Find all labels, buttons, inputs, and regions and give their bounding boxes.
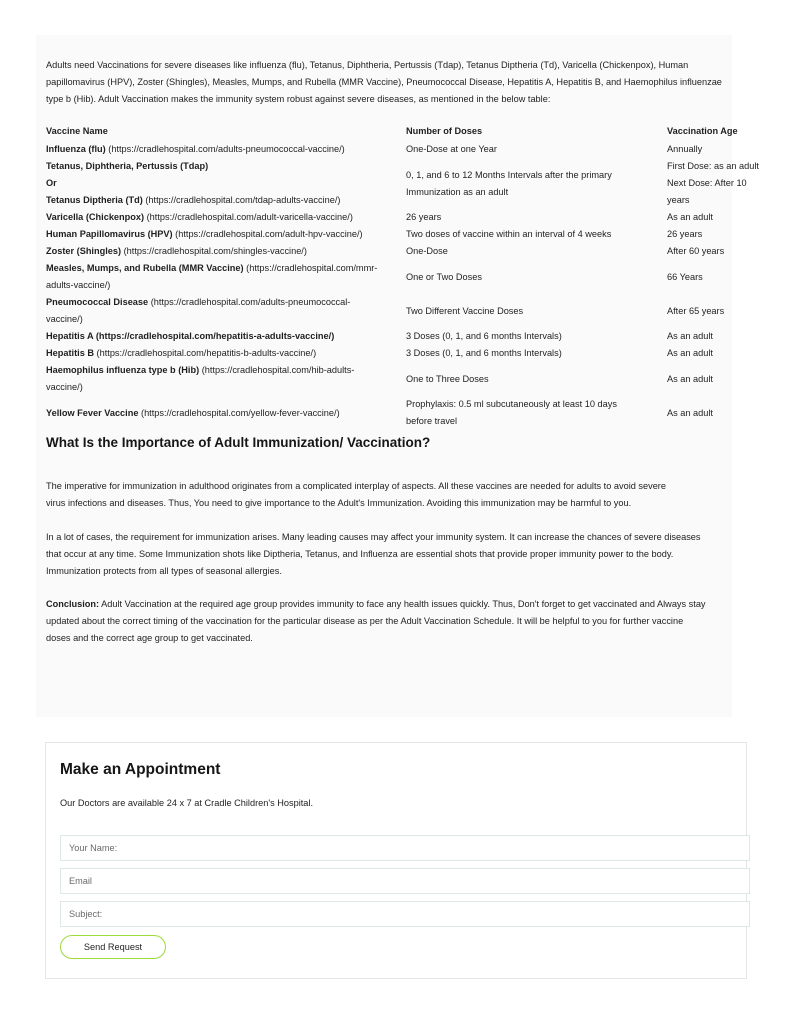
section-title: What Is the Importance of Adult Immunization/ Vaccination?	[46, 435, 431, 450]
vaccine-link-text: (https://cradlehospital.com/hepatitis-b-adults-vaccine/)	[94, 348, 317, 358]
vaccine-name-cell	[46, 141, 406, 158]
vaccine-link-text: (https://cradlehospital.com/hib-adults-	[199, 365, 355, 375]
conclusion-paragraph	[46, 596, 786, 647]
table-row	[46, 362, 806, 396]
header-vaccine-name: Vaccine Name	[46, 126, 108, 136]
table-row	[46, 141, 806, 158]
header-number-of-doses: Number of Doses	[406, 126, 483, 136]
doses-cell	[406, 269, 658, 286]
cell-line: 66 Years	[667, 271, 703, 282]
vaccine-link-text: (https://cradlehospital.com/mmr-	[243, 263, 378, 273]
intro-line: papillomavirus (HPV), Zoster (Shingles), Measles, Mumps, and Rubella (MMR Vaccine), Pneumococcal Disease, Hepatitis A, Hepatitis B, and Haemophilus influenzae	[46, 77, 722, 87]
vaccine-link-text: vaccine/)	[46, 314, 83, 324]
vaccine-link-text: adults-vaccine/)	[46, 280, 111, 290]
intro-line: type b (Hib). Adult Vaccination makes the immunity system robust against severe diseases, as mentioned in the below table:	[46, 94, 551, 104]
doses-cell	[406, 243, 658, 260]
appointment-title: Make an Appointment	[60, 761, 221, 778]
doses-cell	[406, 209, 658, 226]
vaccine-link-text: (https://cradlehospital.com/adults-pneumococcal-	[148, 297, 351, 307]
doses-cell	[406, 141, 658, 158]
age-cell	[667, 269, 807, 286]
paragraph-line: virus infections and diseases. Thus, You need to give importance to the Adult's Immunization. Avoiding this immunization may be harmful to you.	[46, 498, 632, 508]
paragraph-line: Adult Vaccination at the required age group provides immunity to face any health issues quickly. Thus, Don't forget to get vaccinated and Always stay	[99, 599, 706, 609]
cell-line: After 65 years	[667, 305, 725, 316]
age-cell	[667, 371, 807, 388]
appointment-form	[45, 742, 747, 979]
doses-cell	[406, 345, 658, 362]
vaccine-name: Human Papillomavirus (HPV)	[46, 229, 173, 239]
table-row	[46, 396, 806, 430]
age-cell	[667, 209, 807, 226]
header-vaccination-age: Vaccination Age	[667, 126, 738, 136]
cell-line: 26 years	[667, 229, 703, 239]
table-row	[46, 260, 806, 294]
importance-paragraph-2	[46, 529, 786, 580]
vaccine-name: Tetanus Diptheria (Td)	[46, 195, 143, 205]
table-row	[46, 345, 806, 362]
cell-line: Annually	[667, 144, 703, 154]
age-cell	[667, 303, 807, 320]
subject-input[interactable]	[60, 901, 750, 927]
vaccine-name: Or	[46, 178, 57, 188]
cell-line: One-Dose	[406, 246, 448, 256]
doses-cell	[406, 303, 658, 320]
doses-cell	[406, 328, 658, 345]
vaccine-name-cell	[46, 405, 406, 422]
cell-line: One to Three Doses	[406, 373, 489, 384]
name-input[interactable]	[60, 835, 750, 861]
cell-line: One or Two Doses	[406, 271, 482, 282]
cell-line: Prophylaxis: 0.5 ml subcutaneously at least 10 days	[406, 399, 617, 409]
vaccine-name-cell	[46, 362, 406, 396]
age-cell	[667, 243, 807, 260]
email-input[interactable]	[60, 868, 750, 894]
cell-line: First Dose: as an adult	[667, 161, 759, 171]
vaccine-name: Varicella (Chickenpox)	[46, 212, 145, 222]
doses-cell	[406, 371, 658, 388]
cell-line: One-Dose at one Year	[406, 144, 497, 154]
vaccine-name: Hepatitis A (https://cradlehospital.com/hepatitis-a-adults-vaccine/)	[46, 331, 335, 341]
cell-line: Immunization as an adult	[406, 186, 509, 197]
cell-line: 0, 1, and 6 to 12 Months Intervals after the primary	[406, 169, 612, 180]
table-row	[46, 158, 806, 209]
vaccine-name: Tetanus, Diphtheria, Pertussis (Tdap)	[46, 161, 209, 171]
paragraph-line: The imperative for immunization in adulthood originates from a complicated interplay of aspects. All these vaccines are needed for adults to avoid severe	[46, 481, 666, 491]
table-row	[46, 209, 806, 226]
cell-line: As an adult	[667, 331, 713, 341]
cell-line: Two doses of vaccine within an interval of 4 weeks	[406, 229, 612, 239]
age-cell	[667, 328, 807, 345]
paragraph-line: updated about the correct timing of the vaccination for the particular disease as per the Adult Vaccination Schedule. It will be helpful to you for further vaccine	[46, 616, 684, 626]
vaccine-name: Pneumococcal Disease	[46, 297, 149, 307]
vaccine-name: Influenza (flu)	[46, 144, 106, 154]
vaccine-link-text: (https://cradlehospital.com/shingles-vaccine/)	[121, 246, 307, 256]
vaccine-link-text: vaccine/)	[46, 382, 83, 392]
vaccine-name: Hepatitis B	[46, 348, 94, 358]
appointment-subtitle: Our Doctors are available 24 x 7 at Cradle Children's Hospital.	[60, 798, 313, 808]
age-cell	[667, 141, 807, 158]
doses-cell	[406, 167, 658, 201]
table-row	[46, 226, 806, 243]
vaccine-name-cell	[46, 158, 406, 209]
intro-paragraph	[46, 57, 786, 108]
paragraph-line: that occur at any time. Some Immunization shots like Diptheria, Tetanus, and Influenza are essential shots that provide proper immunity power to the body.	[46, 549, 674, 559]
vaccine-link-text: (https://cradlehospital.com/adult-varicella-vaccine/)	[144, 212, 353, 222]
vaccine-name-cell	[46, 328, 406, 345]
vaccine-name: Measles, Mumps, and Rubella (MMR Vaccine)	[46, 263, 244, 273]
paragraph-line: Immunization protects from all types of seasonal allergies.	[46, 566, 282, 576]
intro-line: Adults need Vaccinations for severe diseases like influenza (flu), Tetanus, Diphtheria, Pertussis (Tdap), Tetanus Diptheria (Td), Varicella (Chickenpox), Human	[46, 60, 689, 70]
cell-line: 3 Doses (0, 1, and 6 months Intervals)	[406, 331, 562, 341]
age-cell	[667, 158, 807, 209]
table-row	[46, 243, 806, 260]
vaccine-link-text: (https://cradlehospital.com/adults-pneumococcal-vaccine/)	[105, 144, 345, 154]
paragraph-line: In a lot of cases, the requirement for immunization arises. Many leading causes may affect your immunity system. It can increase the chances of severe diseases	[46, 532, 701, 542]
cell-line: Next Dose: After 10	[667, 178, 747, 188]
cell-line: years	[667, 195, 690, 205]
vaccine-name-cell	[46, 345, 406, 362]
vaccine-name-cell	[46, 226, 406, 243]
cell-line: As an adult	[667, 348, 713, 358]
vaccine-name: Zoster (Shingles)	[46, 246, 122, 256]
paragraph-line: doses and the correct age group to get vaccinated.	[46, 633, 253, 643]
cell-line: As an adult	[667, 212, 713, 222]
article-content	[36, 35, 759, 717]
vaccine-name-cell	[46, 294, 406, 328]
importance-paragraph-1	[46, 478, 786, 512]
table-row	[46, 328, 806, 345]
age-cell	[667, 405, 807, 422]
send-request-button[interactable]: Send Request	[60, 935, 166, 959]
vaccine-name-cell	[46, 260, 406, 294]
table-row	[46, 294, 806, 328]
vaccine-link-text: (https://cradlehospital.com/tdap-adults-vaccine/)	[142, 195, 341, 205]
cell-line: As an adult	[667, 407, 713, 418]
vaccine-name: Haemophilus influenza type b (Hib)	[46, 365, 200, 375]
cell-line: 26 years	[406, 212, 442, 222]
cell-line: After 60 years	[667, 246, 725, 256]
cell-line: As an adult	[667, 373, 713, 384]
conclusion-label: Conclusion:	[46, 599, 100, 609]
vaccine-name-cell	[46, 243, 406, 260]
vaccine-name-cell	[46, 209, 406, 226]
age-cell	[667, 345, 807, 362]
cell-line: 3 Doses (0, 1, and 6 months Intervals)	[406, 348, 562, 358]
vaccine-name: Yellow Fever Vaccine	[46, 407, 139, 418]
doses-cell	[406, 226, 658, 243]
vaccine-link-text: (https://cradlehospital.com/adult-hpv-vaccine/)	[172, 229, 363, 239]
age-cell	[667, 226, 807, 243]
doses-cell	[406, 396, 658, 430]
vaccine-link-text: (https://cradlehospital.com/yellow-fever-vaccine/)	[138, 407, 340, 418]
cell-line: before travel	[406, 416, 458, 426]
cell-line: Two Different Vaccine Doses	[406, 305, 524, 316]
